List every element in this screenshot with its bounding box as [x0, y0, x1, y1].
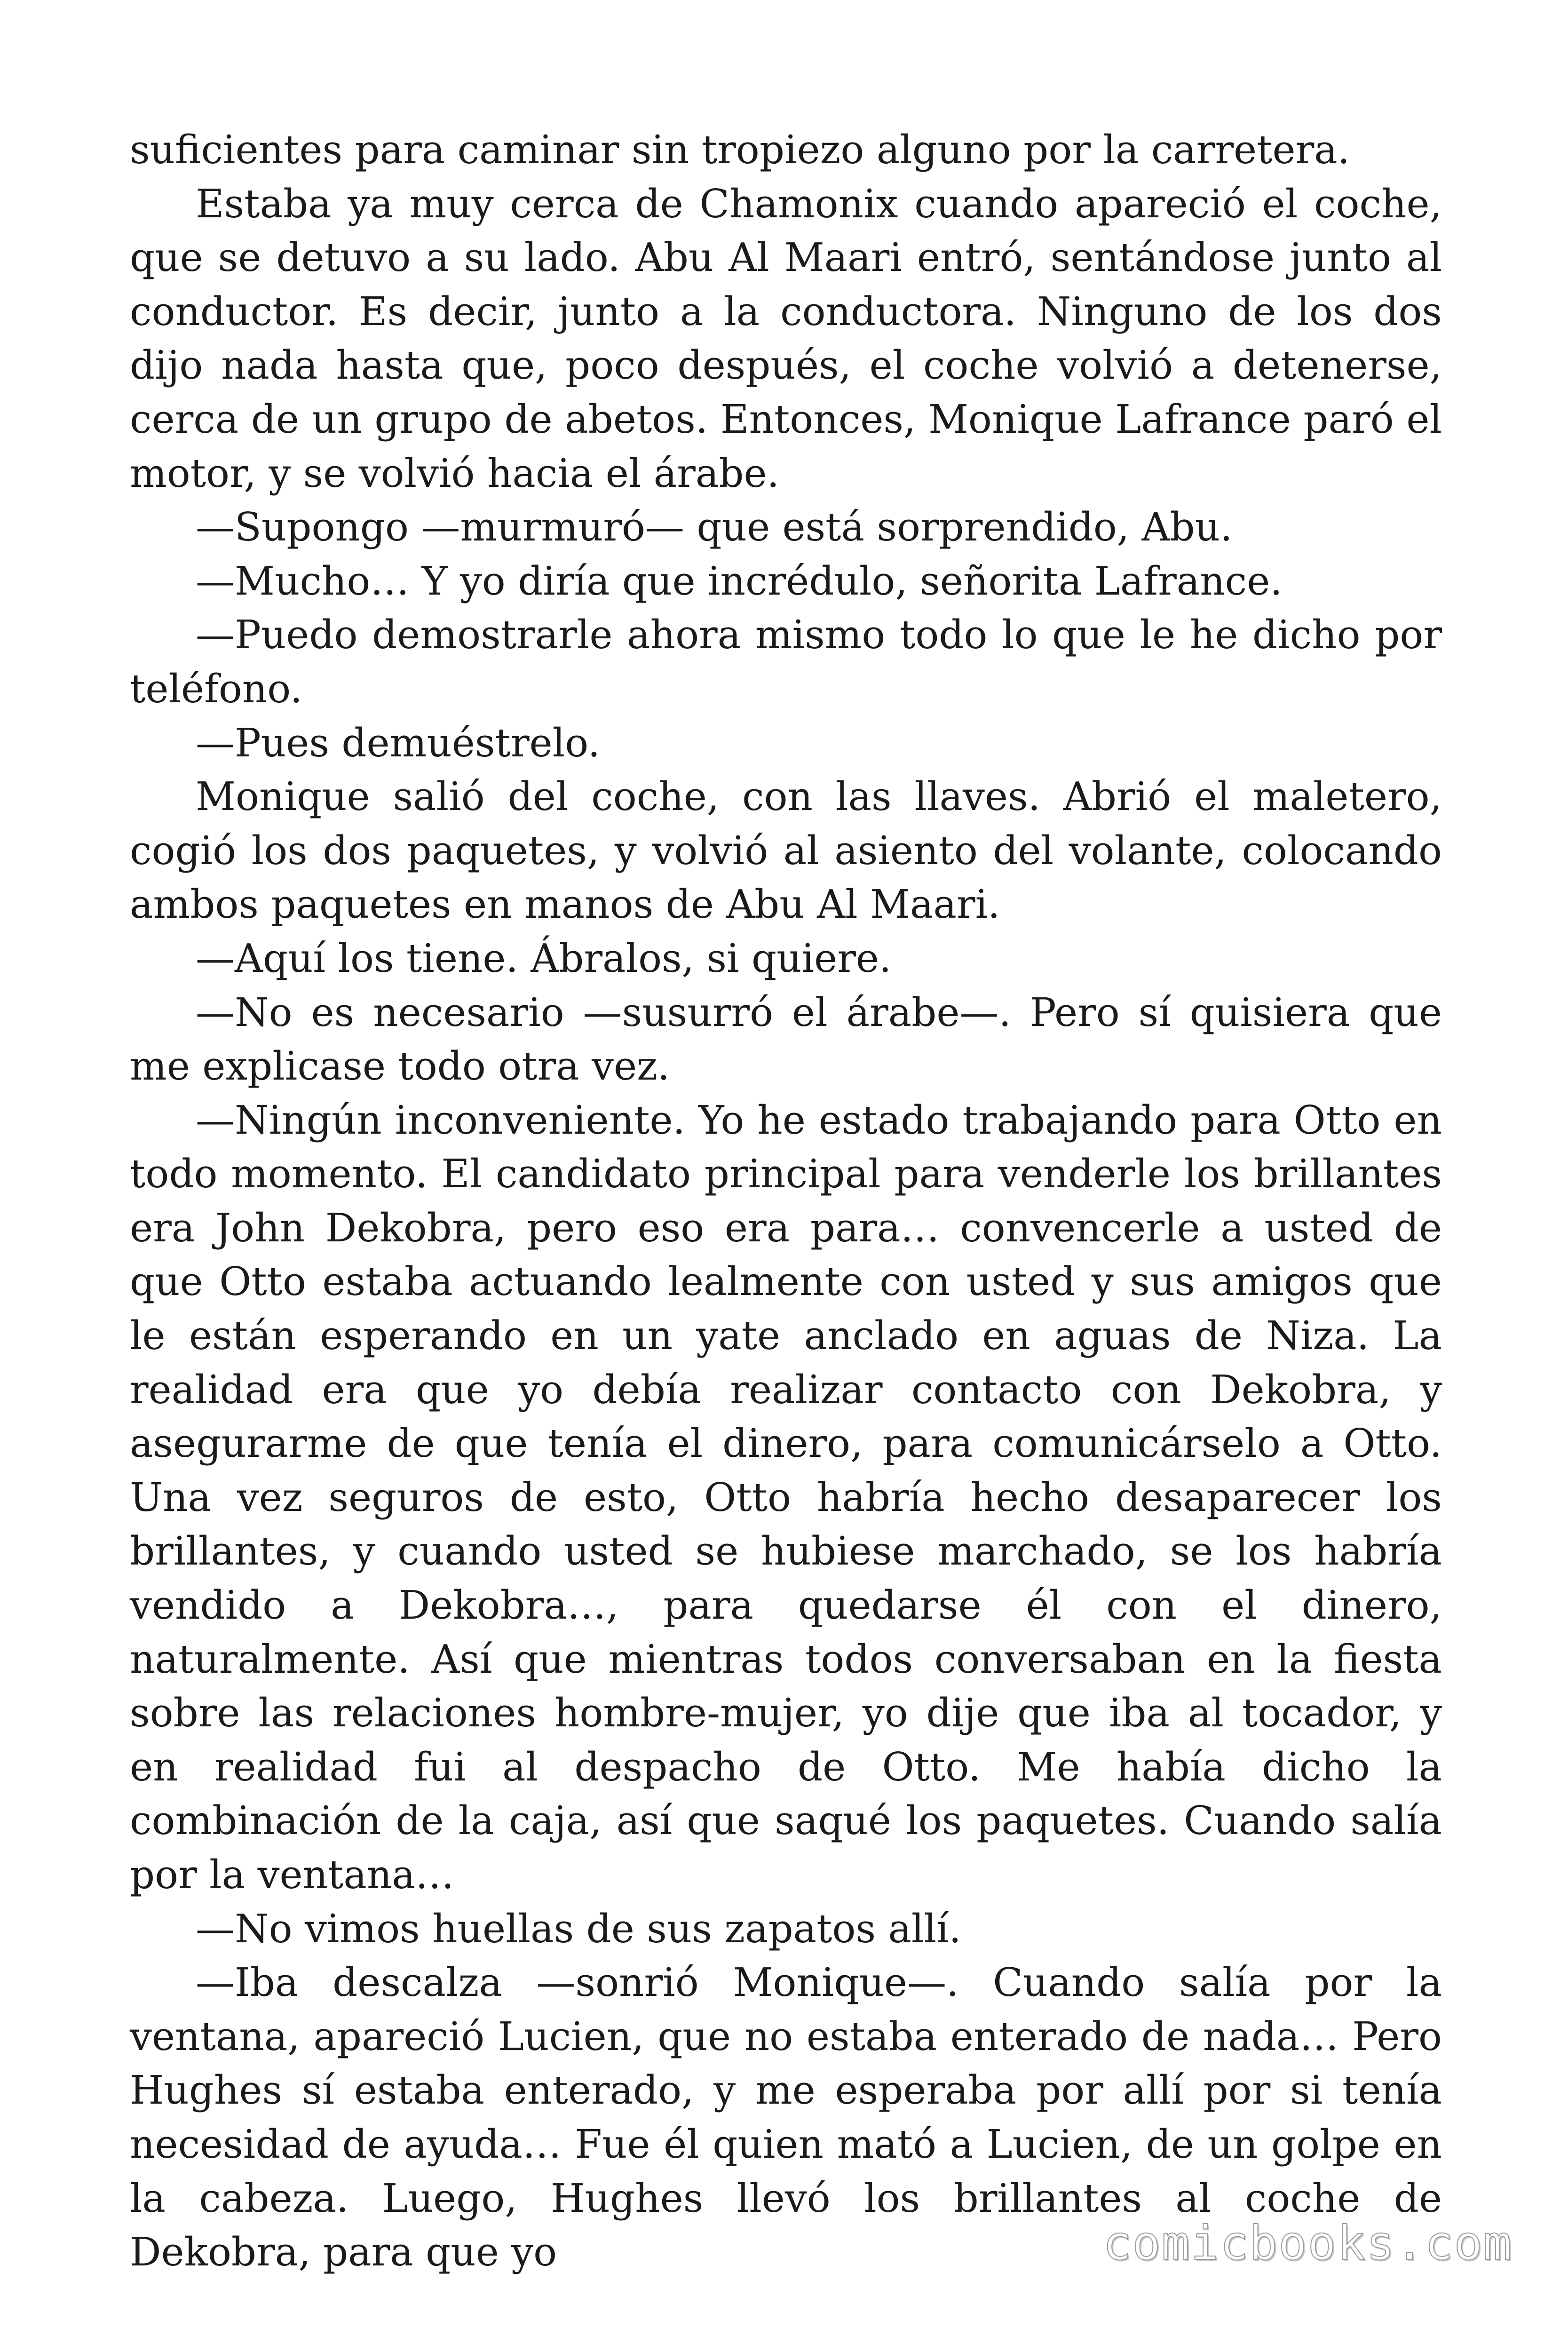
- paragraph-12: —Iba descalza —sonrió Monique—. Cuando salía por la ventana, apareció Lucien, que no estaba enterado de nada… Pero Hughes sí estaba enterado, y me esperaba por allí por si tenía necesidad de ayuda… Fue él quien mató a Lucien, de un golpe en la cabeza. Luego, Hughes llevó los brillantes al coche de Dekobra, para que yo: [130, 1960, 1442, 2275]
- paragraph-5: —Puedo demostrarle ahora mismo todo lo que le he dicho por teléfono.: [130, 612, 1442, 712]
- body-text: [130, 123, 1442, 2280]
- paragraph-9: —No es necesario —susurró el árabe—. Pero sí quisiera que me explicase todo otra vez.: [130, 989, 1442, 1089]
- paragraph-6: —Pues demuéstrelo.: [196, 720, 601, 766]
- paragraph-4: —Mucho… Y yo diría que incrédulo, señorita Lafrance.: [196, 558, 1283, 604]
- paragraph-2: Estaba ya muy cerca de Chamonix cuando apareció el coche, que se detuvo a su lado. Abu Al Maari entró, sentándose junto al conductor. Es decir, junto a la conductora. Ninguno de los dos dijo nada hasta que, poco después, el coche volvió a detenerse, cerca de un grupo de abetos. Entonces, Monique Lafrance paró el motor, y se volvió hacia el árabe.: [130, 181, 1442, 496]
- paragraph-3: —Supongo —murmuró— que está sorprendido, Abu.: [196, 504, 1233, 550]
- paragraph-8: —Aquí los tiene. Ábralos, si quiere.: [196, 935, 892, 981]
- paragraph-1: suficientes para caminar sin tropiezo alguno por la carretera.: [130, 127, 1350, 173]
- watermark-logo: comicbooks.com: [1103, 2216, 1513, 2271]
- paragraph-10: —Ningún inconveniente. Yo he estado trabajando para Otto en todo momento. El candidato principal para venderle los brillantes era John Dekobra, pero eso era para… convencerle a usted de que Otto estaba actuando lealmente con usted y sus amigos que le están esperando en un yate anclado en aguas de Niza. La realidad era que yo debía realizar contacto con Dekobra, y asegurarme de que tenía el dinero, para comunicárselo a Otto. Una vez seguros de esto, Otto habría hecho desaparecer los brillantes, y cuando usted se hubiese marchado, se los habría vendido a Dekobra…, para quedarse él con el dinero, naturalmente. Así que mientras todos conversaban en la fiesta sobre las relaciones hombre-mujer, yo dije que iba al tocador, y en realidad fui al despacho de Otto. Me había dicho la combinación de la caja, así que saqué los paquetes. Cuando salía por la ventana…: [130, 1097, 1442, 1898]
- paragraph-7: Monique salió del coche, con las llaves. Abrió el maletero, cogió los dos paquetes, y volvió al asiento del volante, colocando ambos paquetes en manos de Abu Al Maari.: [130, 774, 1442, 928]
- paragraph-11: —No vimos huellas de sus zapatos allí.: [196, 1906, 961, 1952]
